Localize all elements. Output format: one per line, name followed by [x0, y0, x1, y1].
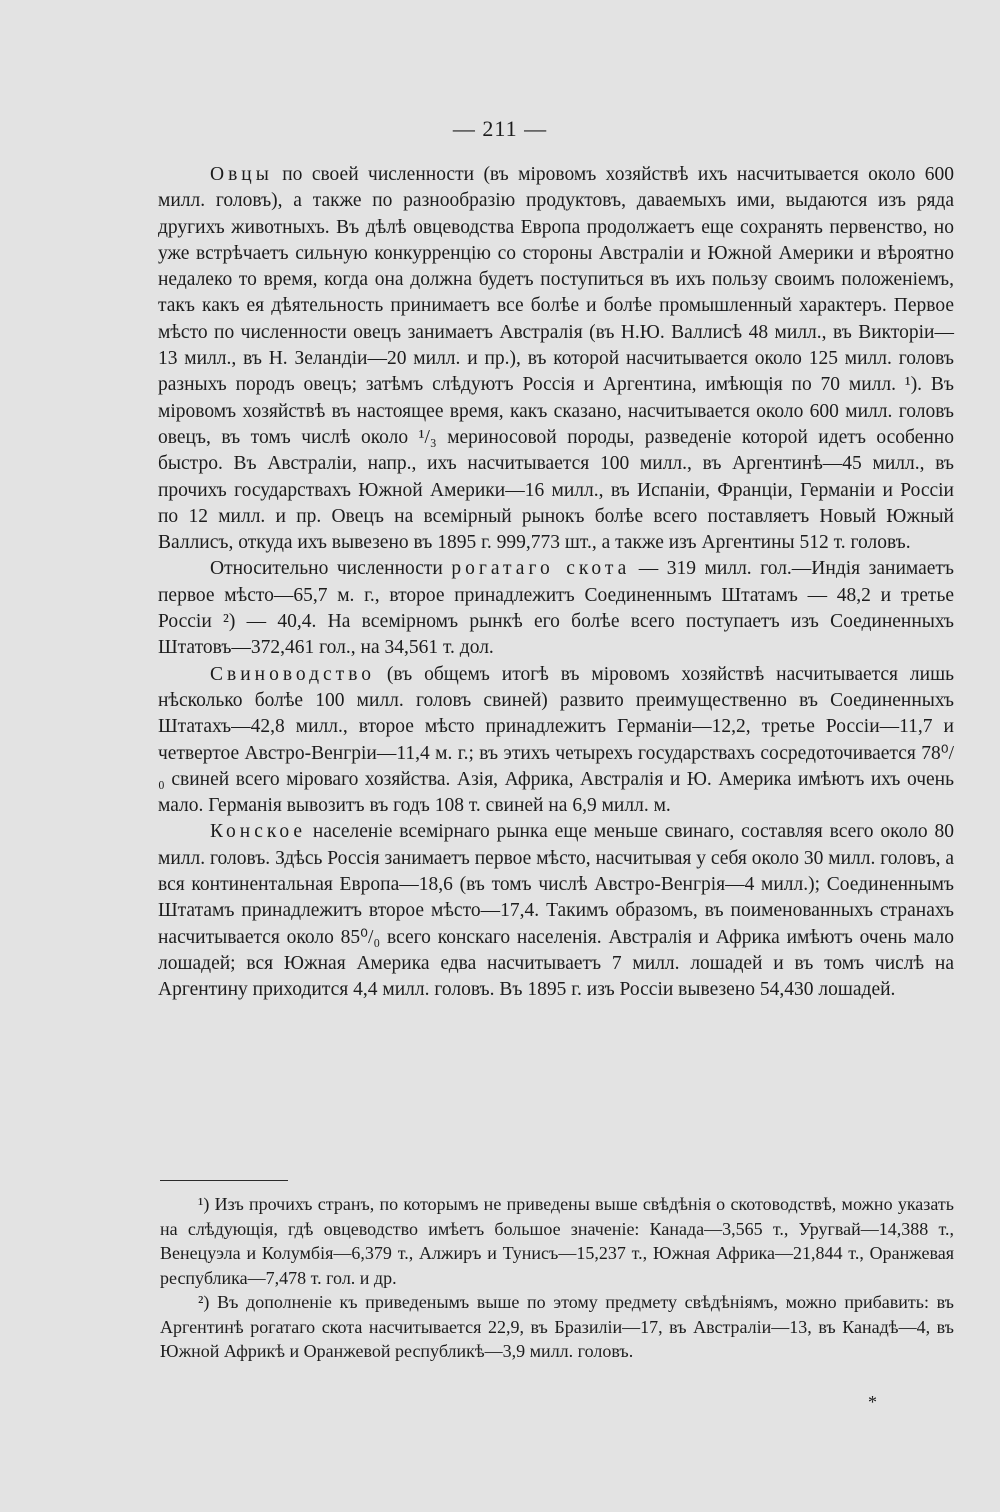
footnote-divider — [160, 1180, 288, 1181]
lead-word-cattle: рогатаго скота — [451, 558, 631, 580]
lead-word-horses: Конское — [210, 821, 307, 843]
paragraph-pigs — [158, 662, 954, 820]
paragraph-sheep — [158, 162, 954, 556]
main-text — [158, 162, 954, 1004]
lead-word-sheep: Овцы — [210, 164, 273, 185]
signature-mark: * — [868, 1392, 877, 1412]
page-number: — 211 — — [452, 116, 548, 141]
footnote-2: ²) Въ дополненіе къ приведенымъ выше по этому предмету свѣдѣніямъ, можно прибавить: въ Аргентинѣ рогатаго скота насчитывается 22,9, въ Бразиліи—17, въ Австраліи—13, въ Канадѣ—4, въ Южной Африкѣ и Оранжевой республикѣ—3,9 милл. головъ. — [160, 1292, 954, 1361]
paragraph-pigs-text: (въ общемъ итогѣ въ міровомъ хозяйствѣ насчитывается лишь нѣсколько болѣе 100 милл. головъ свиней) развито преимущественно въ Соединенныхъ Штатахъ—42,8 милл., второе мѣсто принадлежитъ Германіи—12,2, третье Россіи—11,7 и четвертое Австро-Венгріи—11,4 м. г.; въ этихъ четырехъ государствахъ сосредоточивается 78⁰/₀ свиней всего міроваго хозяйства. Азія, Африка, Австралія и Ю. Америка имѣютъ ихъ очень мало. Германія вывозитъ въ годъ 108 т. свиней на 6,9 милл. м. — [158, 663, 954, 817]
footnotes — [160, 1192, 954, 1364]
paragraph-horses — [158, 819, 954, 1003]
footnote-1: ¹) Изъ прочихъ странъ, по которымъ не приведены выше свѣдѣнія о скотоводствѣ, можно указать на слѣдующія, гдѣ овцеводство имѣетъ большое значеніе: Канада—3,565 т., Уругвай—14,388 т., Венецуэла и Колумбія—6,379 т., Алжиръ и Тунисъ—15,237 т., Южная Африка—21,844 т., Оранжевая республика—7,478 т. гол. и др. — [160, 1194, 954, 1288]
paragraph-cattle-intro: Относительно численности — [210, 558, 452, 580]
paragraph-sheep-text: по своей численности (въ міровомъ хозяйствѣ ихъ насчитывается около 600 милл. головъ), а также по разнообразію продуктовъ, даваемыхъ ими, выдаются изъ ряда другихъ животныхъ. Въ дѣлѣ овцеводства Европа продолжаетъ еще сохранять первенство, но уже встрѣчаетъ сильную конкурренцію со стороны Австраліи и Южной Америки и вѣроятно недалеко то время, когда она должна будетъ поступиться въ ихъ пользу своимъ положеніемъ, такъ какъ ея дѣятельность принимаетъ все болѣе и болѣе промышленный характеръ. Первое мѣсто по численности овецъ занимаетъ Австралія (въ Н.Ю. Валлисѣ 48 милл., въ Викторіи—13 милл., въ Н. Зеландіи—20 милл. и пр.), въ которой насчитывается около 125 милл. головъ разныхъ породъ овецъ; затѣмъ слѣдуютъ Россія и Аргентина, имѣющія по 70 милл. ¹). Въ міровомъ хозяйствѣ въ настоящее время, какъ сказано, насчитывается около 600 милл. головъ овецъ, въ томъ числѣ около ¹/₃ мериносовой породы, разведеніе которой идетъ особенно быстро. Въ Австраліи, напр., ихъ насчитывается 100 милл., въ Аргентинѣ—45 милл., въ прочихъ государствахъ Южной Америки—16 милл., въ Испаніи, Франціи, Германіи и Россіи по 12 милл. и пр. Овецъ на всемірный рынокъ болѣе всего поставляетъ Новый Южный Валлисъ, откуда ихъ вывезено въ 1895 г. 999,773 шт., а также изъ Аргентины 512 т. головъ. — [158, 164, 954, 554]
lead-word-pigs: Свиноводство — [210, 663, 376, 685]
paragraph-cattle — [158, 556, 954, 661]
paragraph-cattle-text: — 319 милл. гол.—Индія занимаетъ первое мѣсто—65,7 м. г., второе принадлежитъ Соединеннымъ Штатамъ — 48,2 и третье Россіи ²) — 40,4. На всемірномъ рынкѣ его болѣе всего поступаетъ изъ Соединенныхъ Штатовъ—372,461 гол., на 34,561 т. дол. — [158, 558, 954, 659]
paragraph-horses-text: населеніе всемірнаго рынка еще меньше свинаго, составляя всего около 80 милл. головъ. Здѣсь Россія занимаетъ первое мѣсто, насчитывая у себя около 30 милл. головъ, а вся континентальная Европа—18,6 (въ томъ числѣ Австро-Венгрія—4 милл.); Соединеннымъ Штатамъ принадлежитъ второе мѣсто—17,4. Такимъ образомъ, въ поименованныхъ странахъ насчитывается около 85⁰/₀ всего конскаго населенія. Австралія и Африка имѣютъ очень мало лошадей; вся Южная Америка едва насчитываетъ 7 милл. лошадей и въ томъ числѣ на Аргентину приходится 4,4 милл. головъ. Въ 1895 г. изъ Россіи вывезено 54,430 лошадей. — [158, 821, 954, 1001]
